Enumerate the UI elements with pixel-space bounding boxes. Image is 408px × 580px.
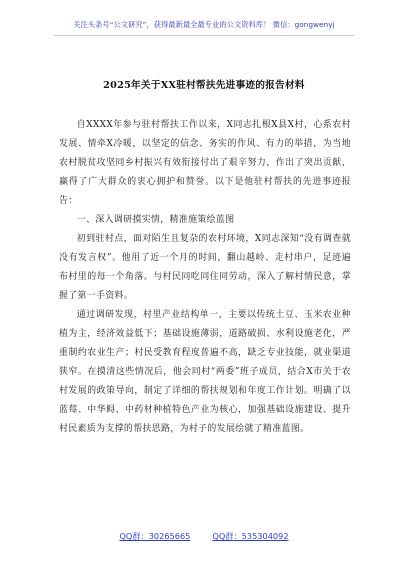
paragraph-intro: 自XXXX年参与驻村帮扶工作以来，X同志扎根X县X村，心系农村发展、情牵X冷暖，以坚定的信念、务实的作风、有力的举措，为当地农村脱贫攻坚同乡村振兴有效衔接付出了艰辛努力，作出了突出贡献，赢得了广大群众的衷心拥护和赞誉。以下是他驻村帮扶的先进事迹报告：: [59, 120, 351, 206]
document-title: 2025年关于XX驻村帮扶先进事迹的报告材料: [103, 80, 305, 91]
header-divider: [54, 35, 354, 36]
footer-qq-group-2[interactable]: QQ群：535304092: [212, 531, 289, 541]
document-body: [59, 116, 351, 439]
footer: [0, 531, 408, 542]
footer-qq-group-1[interactable]: QQ群：30265665: [119, 531, 191, 541]
section-heading-1: 一、深入调研摸实情，精准施策绘蓝图: [76, 215, 235, 225]
header-note: 关注头条号“公文研究”，获得最新最全最专业的公文资料库！ 微信：gongwenyj: [73, 20, 335, 29]
paragraph-findings: 通过调研发现，村里产业结构单一，主要以传统土豆、玉米农业种植为主，经济效益低下；基础设施薄弱，道路破损、水利设施老化，严重制约农业生产；村民受教育程度普遍不高，缺乏专业技能，就业渠道狭窄。在摸清这些情况后，他会同村“两委”班子成员，结合X市关于农村发展的政策导向，制定了详细的帮扶规划和年度工作计划。明确了以蓝莓、中华鲟、中药材种植特色产业为核心，加强基础设施建设、提升村民素质为支撑的帮扶思路，为村子的发展绘就了精准蓝图。: [59, 310, 351, 434]
paragraph-research: 初到驻村点，面对陌生且复杂的农村环境，X同志深知“没有调查就没有发言权”。他用了近一个月的时间，翻山越岭、走村串户，足迹遍布村里的每一个角落。与村民同吃同住同劳动，深入了解村情民意，掌握了第一手资料。: [59, 234, 351, 301]
